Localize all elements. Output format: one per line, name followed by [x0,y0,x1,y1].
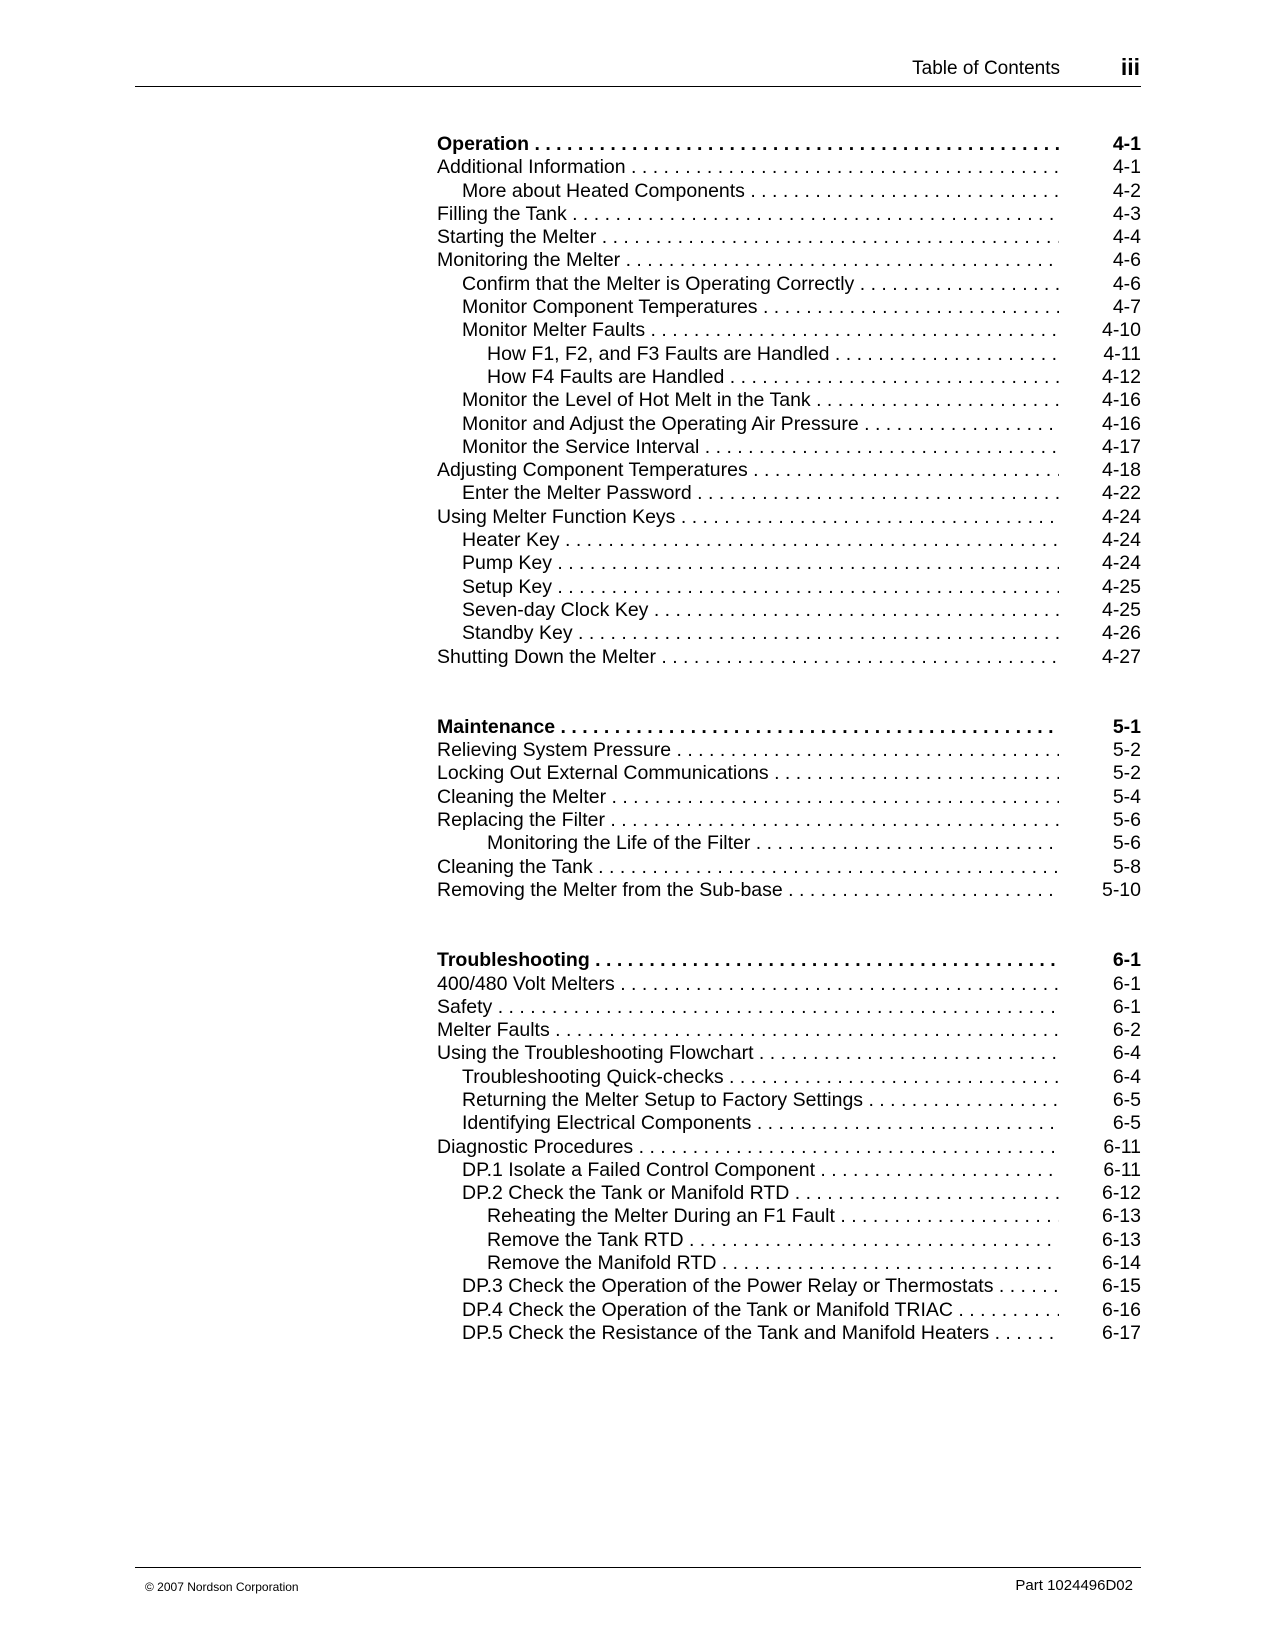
toc-entry[interactable] [437,856,1141,879]
toc-entry[interactable] [437,482,1141,505]
toc-entry-page: 4-24 [1101,505,1141,528]
table-of-contents [437,133,1141,1392]
toc-section [437,716,1141,902]
toc-entry-page: 6-4 [1112,1065,1141,1088]
toc-entry-title: More about Heated Components . . . [437,180,1059,203]
toc-entry-title: Operation . . . [437,133,1059,156]
toc-entry[interactable] [437,436,1141,459]
toc-entry-page: 6-11 [1103,1158,1141,1181]
toc-entry-page: 5-2 [1112,739,1141,762]
footer-rule [135,1567,1141,1568]
toc-entry[interactable] [437,413,1141,436]
toc-entry[interactable] [437,1019,1141,1042]
toc-entry-page: 6-17 [1101,1321,1141,1344]
toc-entry-page: 6-11 [1103,1135,1141,1158]
toc-entry[interactable] [437,1066,1141,1089]
toc-entry-title: Cleaning the Melter . . . [437,786,1059,809]
toc-entry-page: 6-5 [1112,1088,1141,1111]
toc-entry[interactable] [437,599,1141,622]
toc-entry-page: 4-4 [1112,226,1141,249]
toc-entry[interactable] [437,273,1141,296]
toc-section-heading[interactable] [437,133,1141,156]
toc-entry[interactable] [437,552,1141,575]
toc-entry-page: 4-12 [1101,365,1141,388]
toc-entry-title: Reheating the Melter During an F1 Fault . . . [437,1205,1059,1228]
toc-entry-title: Diagnostic Procedures . . . [437,1136,1059,1159]
toc-entry-title: Remove the Tank RTD . . . [437,1229,1059,1252]
toc-entry-page: 4-18 [1101,459,1141,482]
toc-entry-page: 4-22 [1101,482,1141,505]
toc-entry-page: 4-16 [1101,412,1141,435]
toc-entry-title: Shutting Down the Melter . . . [437,646,1059,669]
toc-entry-title: Identifying Electrical Components . . . [437,1112,1059,1135]
toc-entry[interactable] [437,786,1141,809]
toc-entry-title: Using the Troubleshooting Flowchart . . . [437,1042,1059,1065]
footer-part-number: Part 1024496D02 [1015,1577,1133,1594]
toc-entry-page: 4-2 [1112,179,1141,202]
toc-entry[interactable] [437,249,1141,272]
toc-entry-title: Maintenance . . . [437,716,1059,739]
toc-entry-page: 5-1 [1112,715,1141,738]
toc-entry-page: 4-6 [1112,249,1141,272]
toc-entry-page: 6-16 [1101,1298,1141,1321]
toc-entry-title: Filling the Tank . . . [437,203,1059,226]
toc-entry[interactable] [437,739,1141,762]
toc-entry-title: Monitor the Service Interval . . . [437,436,1059,459]
toc-entry-title: Melter Faults . . . [437,1019,1059,1042]
toc-entry-title: DP.5 Check the Resistance of the Tank and Manifold Heaters . . . [437,1322,1059,1345]
toc-entry-title: Safety . . . [437,996,1059,1019]
toc-entry[interactable] [437,296,1141,319]
toc-entry-title: Adjusting Component Temperatures . . . [437,459,1059,482]
toc-entry-page: 6-14 [1101,1252,1141,1275]
toc-entry-title: Standby Key . . . [437,622,1059,645]
header-rule [135,86,1141,87]
toc-entry[interactable] [437,1136,1141,1159]
toc-entry[interactable] [437,506,1141,529]
toc-entry-page: 4-17 [1101,435,1141,458]
toc-entry-title: Heater Key . . . [437,529,1059,552]
toc-entry-page: 4-7 [1112,296,1141,319]
toc-entry-title: How F4 Faults are Handled . . . [437,366,1059,389]
toc-entry-title: Additional Information . . . [437,156,1059,179]
toc-entry-title: Troubleshooting Quick-checks . . . [437,1066,1059,1089]
toc-entry-page: 6-1 [1112,972,1141,995]
toc-entry[interactable] [437,1322,1141,1345]
toc-entry[interactable] [437,1089,1141,1112]
toc-entry-page: 5-6 [1112,832,1141,855]
toc-entry-page: 4-27 [1101,645,1141,668]
toc-entry[interactable] [437,389,1141,412]
toc-entry[interactable] [437,1252,1141,1275]
toc-entry[interactable] [437,529,1141,552]
toc-entry[interactable] [437,1205,1141,1228]
toc-entry-title: Enter the Melter Password . . . [437,482,1059,505]
toc-entry-title: Monitor and Adjust the Operating Air Pressure . . . [437,413,1059,436]
toc-entry-page: 6-4 [1112,1042,1141,1065]
toc-entry-title: Monitor Melter Faults . . . [437,319,1059,342]
toc-entry-page: 6-5 [1112,1112,1141,1135]
toc-entry-title: DP.4 Check the Operation of the Tank or Manifold TRIAC . . . [437,1299,1059,1322]
toc-entry[interactable] [437,459,1141,482]
toc-entry-page: 6-1 [1112,949,1141,972]
toc-entry[interactable] [437,319,1141,342]
toc-entry-title: Monitoring the Life of the Filter . . . [437,832,1059,855]
toc-entry-page: 4-24 [1101,552,1141,575]
toc-entry[interactable] [437,180,1141,203]
toc-entry-page: 4-24 [1101,529,1141,552]
toc-entry-page: 4-16 [1101,389,1141,412]
toc-entry-page: 4-25 [1101,598,1141,621]
toc-entry[interactable] [437,366,1141,389]
toc-entry[interactable] [437,996,1141,1019]
toc-entry[interactable] [437,1299,1141,1322]
toc-entry-title: Removing the Melter from the Sub-base . . . [437,879,1059,902]
toc-entry-title: Relieving System Pressure . . . [437,739,1059,762]
toc-entry-page: 4-1 [1112,133,1141,155]
toc-entry[interactable] [437,156,1141,179]
toc-entry-title: Setup Key . . . [437,576,1059,599]
toc-entry[interactable] [437,762,1141,785]
toc-entry-page: 5-10 [1101,878,1141,901]
toc-entry-page: 6-13 [1101,1205,1141,1228]
toc-section-heading[interactable] [437,949,1141,972]
toc-entry-title: Troubleshooting . . . [437,949,1059,972]
toc-entry-title: Returning the Melter Setup to Factory Settings . . . [437,1089,1059,1112]
toc-entry-title: Replacing the Filter . . . [437,809,1059,832]
toc-entry-page: 6-13 [1101,1228,1141,1251]
toc-entry[interactable] [437,1182,1141,1205]
toc-entry-title: Pump Key . . . [437,552,1059,575]
toc-entry-page: 6-1 [1112,995,1141,1018]
toc-entry-page: 4-11 [1103,342,1141,365]
toc-entry-title: DP.3 Check the Operation of the Power Relay or Thermostats . . . [437,1275,1059,1298]
toc-entry-page: 4-25 [1101,575,1141,598]
toc-entry-page: 5-6 [1112,809,1141,832]
toc-entry-page: 4-3 [1112,202,1141,225]
toc-entry[interactable] [437,832,1141,855]
toc-entry-title: Seven-day Clock Key . . . [437,599,1059,622]
toc-entry-title: How F1, F2, and F3 Faults are Handled . . . [437,343,1059,366]
toc-entry-title: Confirm that the Melter is Operating Correctly . . . [437,273,1059,296]
toc-entry-title: Monitor Component Temperatures . . . [437,296,1059,319]
header-page-number: iii [1120,54,1140,80]
toc-entry-page: 5-8 [1112,855,1141,878]
toc-entry[interactable] [437,646,1141,669]
toc-entry[interactable] [437,622,1141,645]
toc-entry-title: Locking Out External Communications . . . [437,762,1059,785]
toc-entry-title: Remove the Manifold RTD . . . [437,1252,1059,1275]
toc-entry-page: 4-10 [1101,319,1141,342]
toc-entry-title: Monitor the Level of Hot Melt in the Tank . . . [437,389,1059,412]
toc-entry-title: 400/480 Volt Melters . . . [437,973,1059,996]
toc-entry-page: 5-4 [1112,785,1141,808]
toc-entry-page: 6-2 [1112,1019,1141,1042]
toc-entry-title: DP.2 Check the Tank or Manifold RTD . . . [437,1182,1059,1205]
toc-entry[interactable] [437,203,1141,226]
toc-entry-page: 6-12 [1101,1182,1141,1205]
toc-entry[interactable] [437,973,1141,996]
toc-entry[interactable] [437,1042,1141,1065]
footer-copyright: © 2007 Nordson Corporation [145,1580,299,1594]
toc-entry[interactable] [437,879,1141,902]
toc-entry-title: Cleaning the Tank . . . [437,856,1059,879]
toc-entry[interactable] [437,1112,1141,1135]
toc-section-heading[interactable] [437,716,1141,739]
toc-entry[interactable] [437,809,1141,832]
toc-section [437,949,1141,1345]
toc-entry-page: 4-1 [1112,156,1141,179]
toc-entry-title: Starting the Melter . . . [437,226,1059,249]
toc-entry-page: 4-26 [1101,622,1141,645]
toc-entry[interactable] [437,576,1141,599]
toc-section [437,133,1141,669]
toc-entry-title: Monitoring the Melter . . . [437,249,1059,272]
toc-entry-title: DP.1 Isolate a Failed Control Component . . . [437,1159,1059,1182]
toc-entry[interactable] [437,1159,1141,1182]
header-title: Table of Contents [912,58,1060,79]
toc-entry[interactable] [437,1229,1141,1252]
toc-entry[interactable] [437,343,1141,366]
toc-entry-page: 4-6 [1112,272,1141,295]
toc-entry[interactable] [437,1275,1141,1298]
toc-entry-page: 5-2 [1112,762,1141,785]
toc-entry-page: 6-15 [1101,1275,1141,1298]
toc-entry[interactable] [437,226,1141,249]
toc-entry-title: Using Melter Function Keys . . . [437,506,1059,529]
